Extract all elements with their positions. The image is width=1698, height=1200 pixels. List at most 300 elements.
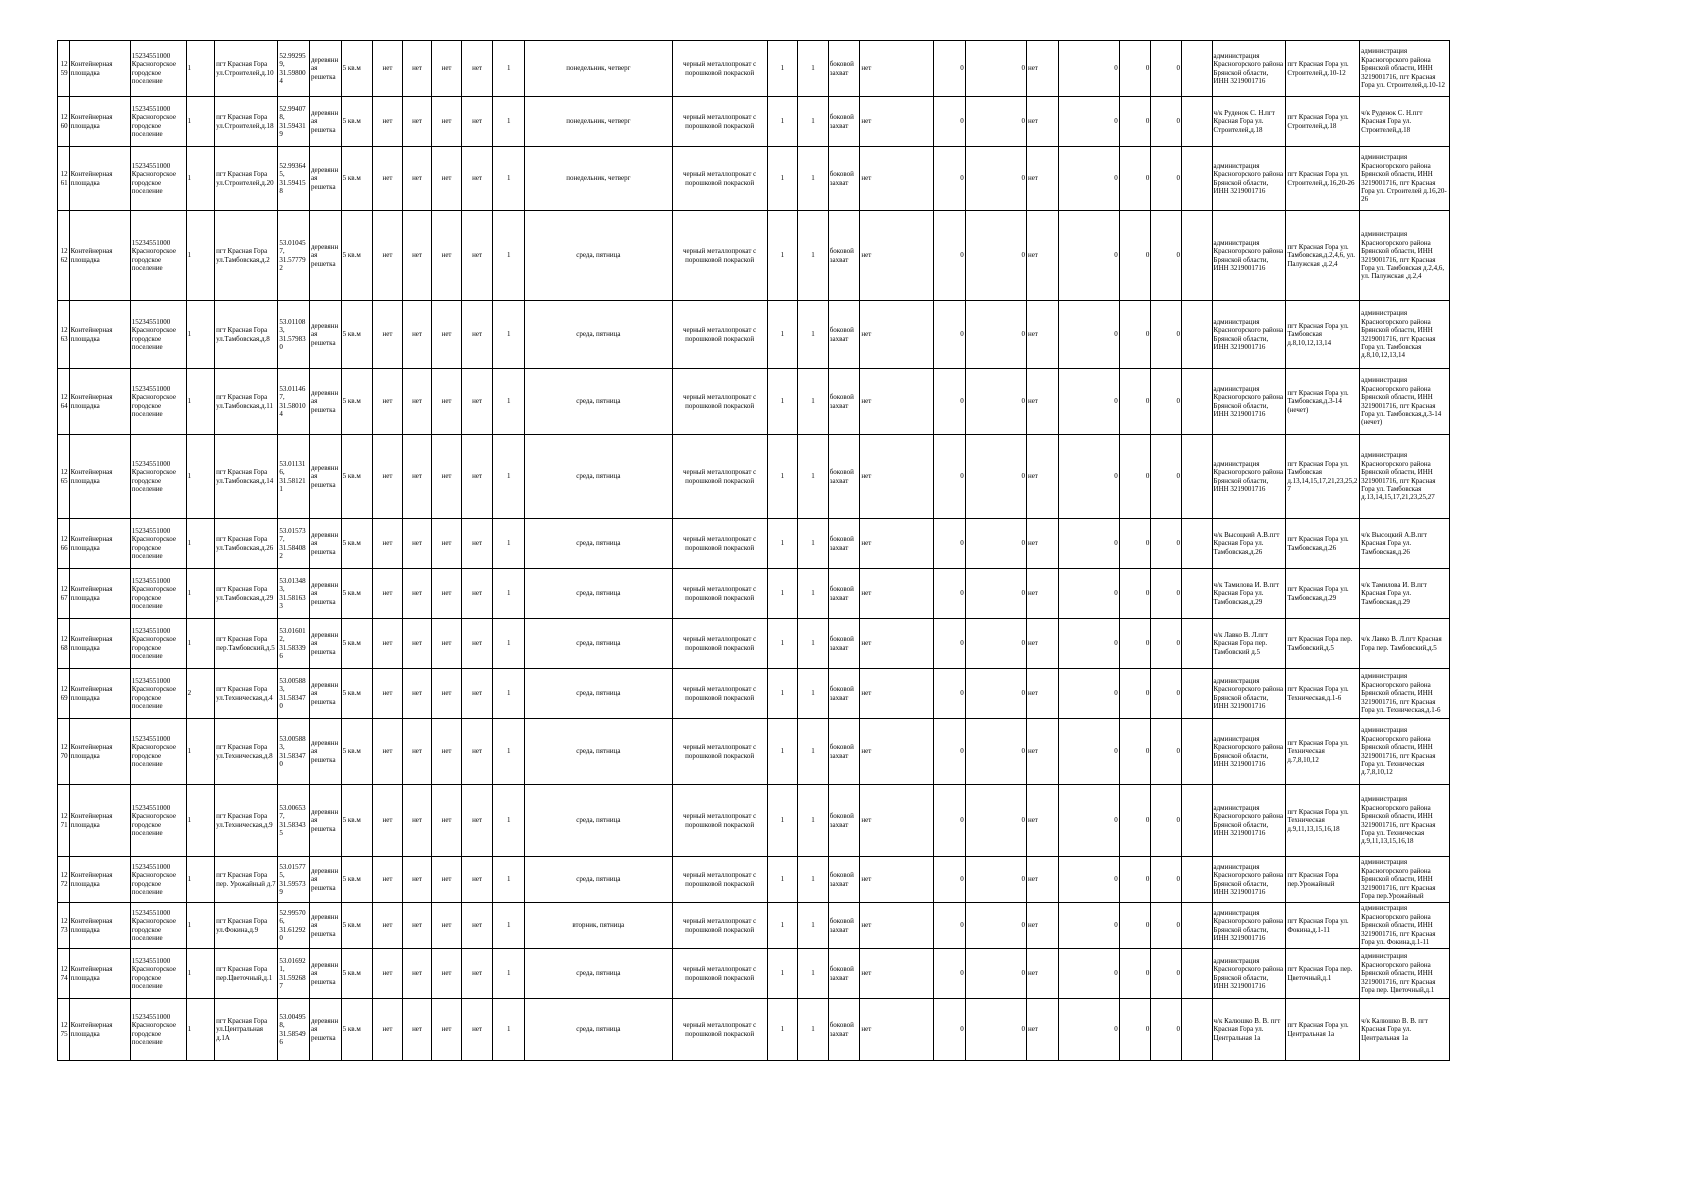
containers-count-cell: 1 [767, 903, 798, 949]
flag-4-cell: нет [461, 369, 493, 435]
sites-count-cell: 1 [186, 519, 214, 569]
site-type-cell: Контейнерная площадка [69, 369, 130, 435]
zero-1-cell: 0 [934, 999, 966, 1061]
zero-4-cell: 0 [1119, 41, 1151, 97]
collection-schedule-cell: среда, пятница [525, 949, 673, 999]
container-material-cell: черный металлопрокат с порошковой покраской [672, 999, 767, 1061]
containers-count-cell: 1 [767, 569, 798, 619]
containers-count-cell: 1 [767, 211, 798, 301]
containers-volume-cell: 1 [798, 949, 829, 999]
containers-volume-cell: 1 [798, 619, 829, 669]
flag-4-cell: нет [461, 719, 493, 785]
row-number-cell: 1270 [58, 719, 70, 785]
oktmo-code-cell: 15234551000 Красногорское городское поселение [130, 211, 186, 301]
sites-count-cell: 1 [186, 211, 214, 301]
flag-3-cell: нет [432, 519, 462, 569]
site-address-cell: пгт Красная Гора ул.Тамбовская,д.26 [215, 519, 278, 569]
loading-type-cell: боковой захват [828, 369, 860, 435]
surface-type-cell: деревянная решетка [310, 999, 342, 1061]
zero-1-cell: 0 [934, 369, 966, 435]
zero-4-cell: 0 [1119, 999, 1151, 1061]
extra-flag-1-cell: нет [860, 857, 934, 903]
loading-type-cell: боковой захват [828, 903, 860, 949]
containers-volume-cell: 1 [798, 857, 829, 903]
extra-flag-1-cell: нет [860, 301, 934, 369]
loading-type-cell: боковой захват [828, 147, 860, 211]
flag-4-cell: нет [461, 569, 493, 619]
zero-5-cell: 0 [1151, 147, 1182, 211]
count-5-cell: 1 [493, 301, 525, 369]
extra-flag-2-cell: нет [1026, 97, 1058, 147]
coordinates-cell: 53.00653 7, 31.58343 5 [278, 785, 310, 857]
waste-source-cell: пгт Красная Гора ул. Тамбовская,д.26 [1286, 519, 1360, 569]
surface-type-cell: деревянная решетка [310, 785, 342, 857]
coordinates-cell: 53.01108 3, 31.57983 0 [278, 301, 310, 369]
flag-3-cell: нет [432, 301, 462, 369]
zero-4-cell: 0 [1119, 97, 1151, 147]
count-5-cell: 1 [493, 97, 525, 147]
zero-1-cell: 0 [934, 147, 966, 211]
collection-schedule-cell: среда, пятница [525, 519, 673, 569]
owner-full-cell: администрация Красногорского района Брянской области, ИНН 3219001716, пгт Красная Гора ул. Техническая д.7,8,10,12 [1360, 719, 1450, 785]
flag-2-cell: нет [402, 903, 432, 949]
table-row [58, 669, 1450, 719]
table-row [58, 369, 1450, 435]
area-cell: 5 кв.м [341, 619, 373, 669]
zero-4-cell: 0 [1119, 719, 1151, 785]
flag-3-cell: нет [432, 41, 462, 97]
containers-count-cell: 1 [767, 435, 798, 519]
waste-source-cell: пгт Красная Гора ул. Фокина,д.1-11 [1286, 903, 1360, 949]
flag-1-cell: нет [373, 369, 403, 435]
extra-flag-1-cell: нет [860, 97, 934, 147]
waste-source-cell: пгт Красная Гора ул. Строителей,д.18 [1286, 97, 1360, 147]
empty-cell [1181, 619, 1212, 669]
area-cell: 5 кв.м [341, 719, 373, 785]
containers-volume-cell: 1 [798, 519, 829, 569]
owner-full-cell: администрация Красногорского района Брянской области, ИНН 3219001716, пгт Красная Гора ул. Техническая д.9,11,13,15,16,18 [1360, 785, 1450, 857]
count-5-cell: 1 [493, 435, 525, 519]
sites-count-cell: 1 [186, 301, 214, 369]
containers-volume-cell: 1 [798, 785, 829, 857]
site-type-cell: Контейнерная площадка [69, 301, 130, 369]
containers-volume-cell: 1 [798, 569, 829, 619]
flag-3-cell: нет [432, 211, 462, 301]
coordinates-cell: 53.00495 8, 31.58549 6 [278, 999, 310, 1061]
registry-table [57, 40, 1450, 1061]
empty-cell [1181, 669, 1212, 719]
oktmo-code-cell: 15234551000 Красногорское городское поселение [130, 619, 186, 669]
owner-full-cell: ч/к Лавко В. Л.пгт Красная Гора пер. Тамбовский,д.5 [1360, 619, 1450, 669]
zero-4-cell: 0 [1119, 785, 1151, 857]
extra-flag-1-cell: нет [860, 519, 934, 569]
oktmo-code-cell: 15234551000 Красногорское городское поселение [130, 369, 186, 435]
site-address-cell: пгт Красная Гора ул.Техническая,д.9 [215, 785, 278, 857]
zero-3-cell: 0 [1058, 669, 1119, 719]
oktmo-code-cell: 15234551000 Красногорское городское поселение [130, 435, 186, 519]
sites-count-cell: 1 [186, 41, 214, 97]
zero-3-cell: 0 [1058, 41, 1119, 97]
extra-flag-1-cell: нет [860, 435, 934, 519]
zero-1-cell: 0 [934, 435, 966, 519]
zero-2-cell: 0 [965, 569, 1026, 619]
waste-source-cell: пгт Красная Гора ул. Техническая,д.1-6 [1286, 669, 1360, 719]
zero-3-cell: 0 [1058, 97, 1119, 147]
zero-4-cell: 0 [1119, 669, 1151, 719]
row-number-cell: 1273 [58, 903, 70, 949]
collection-schedule-cell: среда, пятница [525, 619, 673, 669]
flag-1-cell: нет [373, 949, 403, 999]
site-type-cell: Контейнерная площадка [69, 903, 130, 949]
extra-flag-1-cell: нет [860, 211, 934, 301]
flag-4-cell: нет [461, 41, 493, 97]
table-row [58, 435, 1450, 519]
containers-volume-cell: 1 [798, 41, 829, 97]
site-type-cell: Контейнерная площадка [69, 619, 130, 669]
zero-3-cell: 0 [1058, 369, 1119, 435]
loading-type-cell: боковой захват [828, 519, 860, 569]
flag-2-cell: нет [402, 619, 432, 669]
extra-flag-2-cell: нет [1026, 569, 1058, 619]
zero-4-cell: 0 [1119, 369, 1151, 435]
surface-type-cell: деревянная решетка [310, 569, 342, 619]
extra-flag-2-cell: нет [1026, 369, 1058, 435]
zero-2-cell: 0 [965, 949, 1026, 999]
container-material-cell: черный металлопрокат с порошковой покраской [672, 949, 767, 999]
flag-1-cell: нет [373, 569, 403, 619]
extra-flag-1-cell: нет [860, 719, 934, 785]
count-5-cell: 1 [493, 147, 525, 211]
surface-type-cell: деревянная решетка [310, 369, 342, 435]
zero-4-cell: 0 [1119, 619, 1151, 669]
coordinates-cell: 52.99570 6, 31.61292 0 [278, 903, 310, 949]
flag-1-cell: нет [373, 785, 403, 857]
zero-5-cell: 0 [1151, 41, 1182, 97]
zero-2-cell: 0 [965, 147, 1026, 211]
flag-3-cell: нет [432, 785, 462, 857]
containers-volume-cell: 1 [798, 97, 829, 147]
containers-volume-cell: 1 [798, 301, 829, 369]
table-row [58, 719, 1450, 785]
extra-flag-1-cell: нет [860, 949, 934, 999]
extra-flag-2-cell: нет [1026, 903, 1058, 949]
zero-5-cell: 0 [1151, 949, 1182, 999]
zero-3-cell: 0 [1058, 785, 1119, 857]
waste-source-cell: пгт Красная Гора пер. Тамбовский,д.5 [1286, 619, 1360, 669]
row-number-cell: 1262 [58, 211, 70, 301]
flag-1-cell: нет [373, 435, 403, 519]
table-row [58, 903, 1450, 949]
zero-2-cell: 0 [965, 301, 1026, 369]
containers-count-cell: 1 [767, 949, 798, 999]
sites-count-cell: 2 [186, 669, 214, 719]
container-material-cell: черный металлопрокат с порошковой покраской [672, 97, 767, 147]
oktmo-code-cell: 15234551000 Красногорское городское поселение [130, 669, 186, 719]
row-number-cell: 1265 [58, 435, 70, 519]
surface-type-cell: деревянная решетка [310, 669, 342, 719]
owner-full-cell: администрация Красногорского района Брянской области, ИНН 3219001716, пгт Красная Гора ул. Тамбовская д.13,14,15,17,21,23,25,27 [1360, 435, 1450, 519]
owner-full-cell: администрация Красногорского района Брянской области, ИНН 3219001716, пгт Красная Гора ул. Строителей,д.10-12 [1360, 41, 1450, 97]
loading-type-cell: боковой захват [828, 949, 860, 999]
site-address-cell: пгт Красная Гора ул.Тамбовская,д.29 [215, 569, 278, 619]
loading-type-cell: боковой захват [828, 669, 860, 719]
extra-flag-2-cell: нет [1026, 435, 1058, 519]
site-type-cell: Контейнерная площадка [69, 97, 130, 147]
collection-schedule-cell: среда, пятница [525, 369, 673, 435]
flag-3-cell: нет [432, 669, 462, 719]
zero-4-cell: 0 [1119, 569, 1151, 619]
surface-type-cell: деревянная решетка [310, 97, 342, 147]
count-5-cell: 1 [493, 669, 525, 719]
area-cell: 5 кв.м [341, 569, 373, 619]
container-material-cell: черный металлопрокат с порошковой покраской [672, 147, 767, 211]
coordinates-cell: 53.00588 3, 31.58347 0 [278, 669, 310, 719]
zero-3-cell: 0 [1058, 719, 1119, 785]
zero-2-cell: 0 [965, 857, 1026, 903]
sites-count-cell: 1 [186, 147, 214, 211]
surface-type-cell: деревянная решетка [310, 619, 342, 669]
waste-source-cell: пгт Красная Гора ул. Тамбовская д.8,10,12,13,14 [1286, 301, 1360, 369]
collection-schedule-cell: среда, пятница [525, 999, 673, 1061]
zero-2-cell: 0 [965, 669, 1026, 719]
row-number-cell: 1260 [58, 97, 70, 147]
owner-cell: ч/к Калюшко В. В. пгт Красная Гора ул. Центральная 1а [1212, 999, 1286, 1061]
zero-4-cell: 0 [1119, 903, 1151, 949]
zero-3-cell: 0 [1058, 519, 1119, 569]
zero-3-cell: 0 [1058, 147, 1119, 211]
surface-type-cell: деревянная решетка [310, 519, 342, 569]
oktmo-code-cell: 15234551000 Красногорское городское поселение [130, 857, 186, 903]
waste-source-cell: пгт Красная Гора пер.Урожайный [1286, 857, 1360, 903]
coordinates-cell: 53.01348 3, 31.58163 3 [278, 569, 310, 619]
zero-1-cell: 0 [934, 669, 966, 719]
owner-cell: администрация Красногорского района Брянской области, ИНН 3219001716 [1212, 857, 1286, 903]
owner-cell: администрация Красногорского района Брянской области, ИНН 3219001716 [1212, 719, 1286, 785]
zero-3-cell: 0 [1058, 619, 1119, 669]
flag-2-cell: нет [402, 147, 432, 211]
zero-3-cell: 0 [1058, 999, 1119, 1061]
extra-flag-2-cell: нет [1026, 857, 1058, 903]
flag-2-cell: нет [402, 301, 432, 369]
oktmo-code-cell: 15234551000 Красногорское городское поселение [130, 301, 186, 369]
row-number-cell: 1275 [58, 999, 70, 1061]
owner-cell: администрация Красногорского района Брянской области, ИНН 3219001716 [1212, 301, 1286, 369]
owner-cell: ч/к Лавко В. Л.пгт Красная Гора пер. Тамбовский д.5 [1212, 619, 1286, 669]
zero-2-cell: 0 [965, 719, 1026, 785]
zero-5-cell: 0 [1151, 903, 1182, 949]
extra-flag-1-cell: нет [860, 619, 934, 669]
flag-4-cell: нет [461, 857, 493, 903]
zero-2-cell: 0 [965, 619, 1026, 669]
loading-type-cell: боковой захват [828, 97, 860, 147]
flag-4-cell: нет [461, 903, 493, 949]
extra-flag-1-cell: нет [860, 669, 934, 719]
site-type-cell: Контейнерная площадка [69, 785, 130, 857]
owner-cell: администрация Красногорского района Брянской области, ИНН 3219001716 [1212, 41, 1286, 97]
flag-1-cell: нет [373, 619, 403, 669]
surface-type-cell: деревянная решетка [310, 41, 342, 97]
containers-count-cell: 1 [767, 719, 798, 785]
sites-count-cell: 1 [186, 369, 214, 435]
owner-full-cell: администрация Красногорского района Брянской области, ИНН 3219001716, пгт Красная Гора ул. Тамбовская д.8,10,12,13,14 [1360, 301, 1450, 369]
empty-cell [1181, 569, 1212, 619]
zero-2-cell: 0 [965, 41, 1026, 97]
row-number-cell: 1271 [58, 785, 70, 857]
surface-type-cell: деревянная решетка [310, 719, 342, 785]
owner-full-cell: администрация Красногорского района Брянской области, ИНН 3219001716, пгт Красная Гора ул. Строителей д.16,20-26 [1360, 147, 1450, 211]
oktmo-code-cell: 15234551000 Красногорское городское поселение [130, 41, 186, 97]
loading-type-cell: боковой захват [828, 785, 860, 857]
surface-type-cell: деревянная решетка [310, 435, 342, 519]
owner-full-cell: администрация Красногорского района Брянской области, ИНН 3219001716, пгт Красная Гора ул. Тамбовская д.2,4,6, ул. Палужская ,д.2,4 [1360, 211, 1450, 301]
empty-cell [1181, 949, 1212, 999]
owner-cell: ч/к Руденок С. Н.пгт Красная Гора ул. Строителей,д.18 [1212, 97, 1286, 147]
row-number-cell: 1267 [58, 569, 70, 619]
extra-flag-1-cell: нет [860, 147, 934, 211]
zero-3-cell: 0 [1058, 903, 1119, 949]
surface-type-cell: деревянная решетка [310, 147, 342, 211]
owner-cell: администрация Красногорского района Брянской области, ИНН 3219001716 [1212, 669, 1286, 719]
owner-full-cell: ч/к Руденок С. Н.пгт Красная Гора ул. Строителей,д.18 [1360, 97, 1450, 147]
count-5-cell: 1 [493, 785, 525, 857]
empty-cell [1181, 435, 1212, 519]
flag-2-cell: нет [402, 949, 432, 999]
area-cell: 5 кв.м [341, 97, 373, 147]
area-cell: 5 кв.м [341, 785, 373, 857]
site-address-cell: пгт Красная Гора ул.Техническая,д.4 [215, 669, 278, 719]
zero-5-cell: 0 [1151, 435, 1182, 519]
surface-type-cell: деревянная решетка [310, 301, 342, 369]
site-type-cell: Контейнерная площадка [69, 949, 130, 999]
zero-4-cell: 0 [1119, 211, 1151, 301]
zero-3-cell: 0 [1058, 435, 1119, 519]
collection-schedule-cell: понедельник, четверг [525, 41, 673, 97]
row-number-cell: 1272 [58, 857, 70, 903]
zero-5-cell: 0 [1151, 519, 1182, 569]
row-number-cell: 1259 [58, 41, 70, 97]
zero-3-cell: 0 [1058, 211, 1119, 301]
container-material-cell: черный металлопрокат с порошковой покраской [672, 785, 767, 857]
collection-schedule-cell: понедельник, четверг [525, 147, 673, 211]
flag-2-cell: нет [402, 41, 432, 97]
containers-count-cell: 1 [767, 147, 798, 211]
loading-type-cell: боковой захват [828, 41, 860, 97]
container-material-cell: черный металлопрокат с порошковой покраской [672, 857, 767, 903]
surface-type-cell: деревянная решетка [310, 949, 342, 999]
collection-schedule-cell: среда, пятница [525, 211, 673, 301]
containers-count-cell: 1 [767, 785, 798, 857]
site-type-cell: Контейнерная площадка [69, 519, 130, 569]
row-number-cell: 1268 [58, 619, 70, 669]
site-address-cell: пгт Красная Гора ул.Тамбовская,д.8 [215, 301, 278, 369]
site-address-cell: пгт Красная Гора ул.Строителей,д.18 [215, 97, 278, 147]
zero-2-cell: 0 [965, 97, 1026, 147]
count-5-cell: 1 [493, 41, 525, 97]
flag-1-cell: нет [373, 147, 403, 211]
container-material-cell: черный металлопрокат с порошковой покраской [672, 41, 767, 97]
flag-4-cell: нет [461, 301, 493, 369]
containers-count-cell: 1 [767, 669, 798, 719]
container-material-cell: черный металлопрокат с порошковой покраской [672, 669, 767, 719]
coordinates-cell: 53.01146 7, 31.58010 4 [278, 369, 310, 435]
container-material-cell: черный металлопрокат с порошковой покраской [672, 301, 767, 369]
extra-flag-2-cell: нет [1026, 619, 1058, 669]
flag-4-cell: нет [461, 435, 493, 519]
extra-flag-2-cell: нет [1026, 147, 1058, 211]
owner-cell: администрация Красногорского района Брянской области, ИНН 3219001716 [1212, 949, 1286, 999]
containers-volume-cell: 1 [798, 147, 829, 211]
zero-5-cell: 0 [1151, 369, 1182, 435]
owner-full-cell: администрация Красногорского района Брянской области, ИНН 3219001716, пгт Красная Гора ул. Фокина,д.1-11 [1360, 903, 1450, 949]
owner-full-cell: администрация Красногорского района Брянской области, ИНН 3219001716, пгт Красная Гора пер.Урожайный [1360, 857, 1450, 903]
container-material-cell: черный металлопрокат с порошковой покраской [672, 435, 767, 519]
owner-cell: администрация Красногорского района Брянской области, ИНН 3219001716 [1212, 903, 1286, 949]
site-address-cell: пгт Красная Гора ул.Строителей,д.20 [215, 147, 278, 211]
waste-source-cell: пгт Красная Гора ул. Строителей,д.16,20-26 [1286, 147, 1360, 211]
waste-source-cell: пгт Красная Гора ул. Тамбовская,д.29 [1286, 569, 1360, 619]
oktmo-code-cell: 15234551000 Красногорское городское поселение [130, 949, 186, 999]
zero-1-cell: 0 [934, 903, 966, 949]
extra-flag-2-cell: нет [1026, 669, 1058, 719]
site-type-cell: Контейнерная площадка [69, 435, 130, 519]
container-material-cell: черный металлопрокат с порошковой покраской [672, 211, 767, 301]
zero-4-cell: 0 [1119, 301, 1151, 369]
area-cell: 5 кв.м [341, 999, 373, 1061]
area-cell: 5 кв.м [341, 369, 373, 435]
flag-3-cell: нет [432, 903, 462, 949]
sites-count-cell: 1 [186, 857, 214, 903]
sites-count-cell: 1 [186, 903, 214, 949]
flag-4-cell: нет [461, 519, 493, 569]
containers-volume-cell: 1 [798, 669, 829, 719]
site-type-cell: Контейнерная площадка [69, 211, 130, 301]
empty-cell [1181, 211, 1212, 301]
table-row [58, 97, 1450, 147]
extra-flag-1-cell: нет [860, 569, 934, 619]
extra-flag-2-cell: нет [1026, 519, 1058, 569]
collection-schedule-cell: среда, пятница [525, 857, 673, 903]
containers-volume-cell: 1 [798, 903, 829, 949]
row-number-cell: 1274 [58, 949, 70, 999]
zero-5-cell: 0 [1151, 785, 1182, 857]
site-address-cell: пгт Красная Гора пер.Цветочный,д.1 [215, 949, 278, 999]
row-number-cell: 1266 [58, 519, 70, 569]
site-address-cell: пгт Красная Гора пер.Тамбовский,д.5 [215, 619, 278, 669]
waste-source-cell: пгт Красная Гора ул. Тамбовская,д.2,4,6, ул. Палужская ,д.2,4 [1286, 211, 1360, 301]
table-body [58, 41, 1450, 1061]
extra-flag-2-cell: нет [1026, 301, 1058, 369]
loading-type-cell: боковой захват [828, 719, 860, 785]
flag-1-cell: нет [373, 41, 403, 97]
zero-3-cell: 0 [1058, 301, 1119, 369]
table-row [58, 619, 1450, 669]
containers-count-cell: 1 [767, 999, 798, 1061]
flag-3-cell: нет [432, 435, 462, 519]
owner-full-cell: администрация Красногорского района Брянской области, ИНН 3219001716, пгт Красная Гора ул. Тамбовская,д.3-14 (нечет) [1360, 369, 1450, 435]
flag-1-cell: нет [373, 857, 403, 903]
table-row [58, 569, 1450, 619]
extra-flag-2-cell: нет [1026, 211, 1058, 301]
zero-2-cell: 0 [965, 519, 1026, 569]
oktmo-code-cell: 15234551000 Красногорское городское поселение [130, 999, 186, 1061]
count-5-cell: 1 [493, 999, 525, 1061]
count-5-cell: 1 [493, 949, 525, 999]
area-cell: 5 кв.м [341, 435, 373, 519]
flag-2-cell: нет [402, 211, 432, 301]
zero-2-cell: 0 [965, 435, 1026, 519]
containers-volume-cell: 1 [798, 211, 829, 301]
flag-3-cell: нет [432, 147, 462, 211]
